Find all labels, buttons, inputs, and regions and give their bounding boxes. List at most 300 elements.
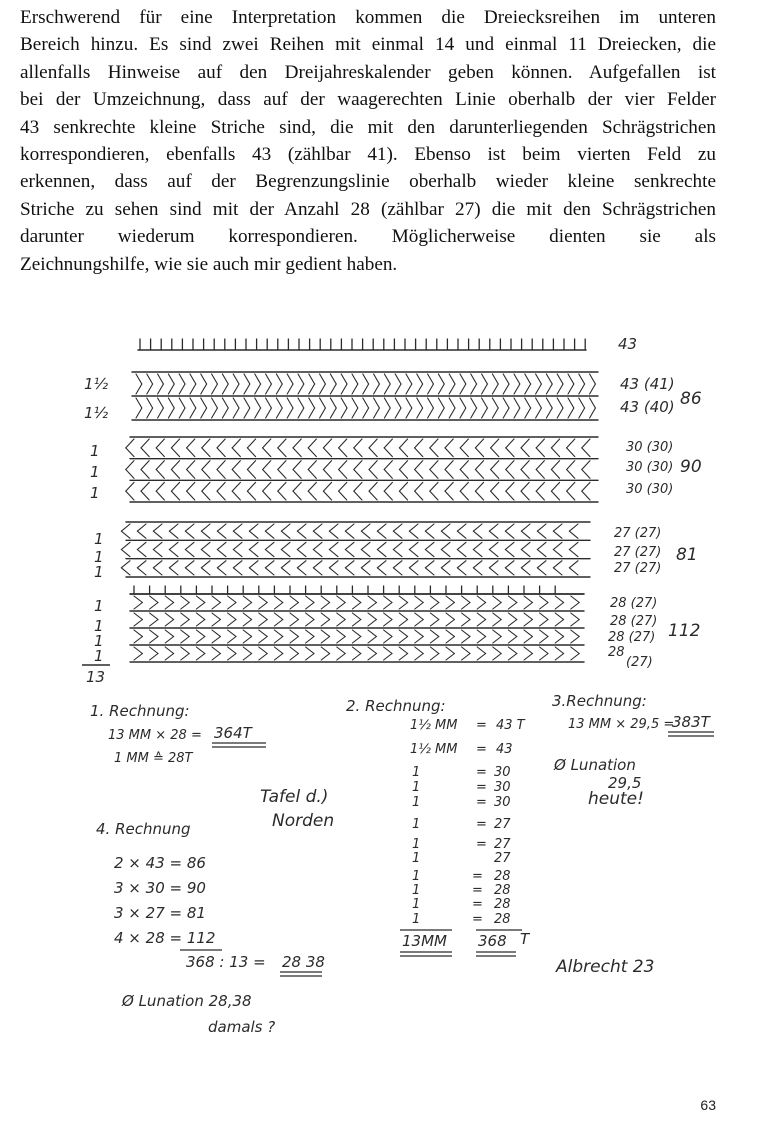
chevron-stroke (491, 439, 499, 448)
chevron-stroke (171, 461, 179, 470)
chevron-stroke (320, 384, 326, 394)
chevron-stroke (141, 491, 149, 500)
paragraph-line: allenfalls Hinweise auf den Dreijahreskalender geben können. Aufgefallen ist (20, 61, 716, 83)
chevron-stroke (582, 470, 590, 479)
chevron-stroke (222, 384, 228, 394)
chevron-stroke (134, 596, 142, 603)
chevron-stroke (579, 384, 585, 394)
chevron-stroke (536, 470, 544, 479)
chevron-stroke (228, 647, 236, 654)
chevron-stroke (187, 491, 195, 500)
chevron-stroke (222, 408, 228, 418)
chevron-stroke (415, 448, 423, 457)
chevron-stroke (489, 531, 498, 538)
chevron-stroke (190, 398, 196, 408)
chevron-stroke (354, 448, 362, 457)
chevron-stroke (482, 408, 488, 418)
chevron-stroke (278, 470, 286, 479)
chevron-stroke (445, 461, 453, 470)
calc2-eq: = (472, 883, 483, 898)
chevron-stroke (505, 524, 514, 531)
chevron-stroke (293, 439, 301, 448)
chevron-stroke (185, 524, 194, 531)
chevron-stroke (352, 596, 360, 603)
chevron-stroke (153, 561, 162, 568)
chevron-stroke (430, 603, 438, 610)
chevron-stroke (293, 491, 301, 500)
chevron-stroke (508, 637, 516, 644)
calc4-lunation: Ø Lunation 28,38 (122, 992, 252, 1010)
chevron-stroke (313, 531, 322, 538)
chevron-stroke (415, 647, 423, 654)
chevron-stroke (202, 461, 210, 470)
chevron-stroke (121, 550, 130, 557)
chevron-stroke (212, 647, 220, 654)
chevron-stroke (537, 531, 546, 538)
chevron-stroke (352, 603, 360, 610)
chevron-stroke (430, 596, 438, 603)
chevron-stroke (449, 398, 455, 408)
chevron-stroke (247, 461, 255, 470)
chevron-stroke (217, 482, 225, 491)
chevron-stroke (339, 448, 347, 457)
chevron-stroke (329, 561, 338, 568)
chevron-stroke (579, 408, 585, 418)
chevron-stroke (473, 561, 482, 568)
chevron-stroke (374, 374, 380, 384)
chevron-stroke (320, 398, 326, 408)
chevron-stroke (290, 620, 298, 627)
chevron-stroke (361, 550, 370, 557)
chevron-stroke (212, 630, 220, 637)
chevron-stroke (169, 561, 178, 568)
chevron-stroke (337, 647, 345, 654)
chevron-stroke (475, 461, 483, 470)
chevron-stroke (430, 491, 438, 500)
chevron-stroke (399, 620, 407, 627)
chevron-stroke (590, 398, 596, 408)
chevron-stroke (354, 470, 362, 479)
chevron-stroke (369, 470, 377, 479)
chevron-stroke (309, 374, 315, 384)
chevron-stroke (555, 630, 563, 637)
chevron-stroke (540, 613, 548, 620)
chevron-stroke (506, 491, 514, 500)
chevron-stroke (243, 620, 251, 627)
chevron-stroke (462, 613, 470, 620)
chevron-stroke (508, 596, 516, 603)
chevron-stroke (141, 439, 149, 448)
right-label: 27 (27) (614, 526, 662, 541)
chevron-stroke (165, 654, 173, 661)
chevron-stroke (409, 568, 418, 575)
chevron-stroke (352, 647, 360, 654)
chevron-stroke (298, 374, 304, 384)
chevron-stroke (341, 408, 347, 418)
chevron-stroke (505, 542, 514, 549)
chevron-stroke (141, 482, 149, 491)
chevron-stroke (121, 568, 130, 575)
chevron-stroke (368, 647, 376, 654)
chevron-stroke (492, 384, 498, 394)
chevron-stroke (521, 524, 530, 531)
chevron-stroke (228, 630, 236, 637)
chevron-stroke (361, 568, 370, 575)
chevron-stroke (493, 596, 501, 603)
chevron-stroke (321, 647, 329, 654)
chevron-stroke (368, 596, 376, 603)
chevron-stroke (557, 398, 563, 408)
chevron-stroke (169, 542, 178, 549)
calc2-right: 27 (494, 817, 511, 832)
chevron-stroke (368, 630, 376, 637)
chevron-stroke (171, 439, 179, 448)
sketch-strokes (121, 339, 598, 662)
chevron-stroke (555, 620, 563, 627)
calc4-division: 368 : 13 = (186, 953, 266, 971)
left-label: 1 (90, 484, 100, 502)
chevron-stroke (259, 613, 267, 620)
chevron-stroke (323, 439, 331, 448)
paragraph-line: darunter wiederum korrespondieren. Möglicherweise dienten sie als (20, 226, 716, 248)
left-label: 1 (94, 530, 104, 548)
chevron-stroke (341, 384, 347, 394)
chevron-stroke (150, 654, 158, 661)
chevron-stroke (168, 374, 174, 384)
chevron-stroke (339, 470, 347, 479)
chevron-stroke (399, 654, 407, 661)
chevron-stroke (290, 603, 298, 610)
chevron-stroke (255, 398, 261, 408)
chevron-stroke (345, 542, 354, 549)
chevron-stroke (471, 374, 477, 384)
chevron-stroke (524, 603, 532, 610)
calc3-line4: heute! (588, 789, 644, 809)
chevron-stroke (147, 374, 153, 384)
chevron-stroke (308, 482, 316, 491)
chevron-stroke (551, 470, 559, 479)
calc2-left: 1½ MM (410, 718, 458, 733)
chevron-stroke (212, 596, 220, 603)
chevron-stroke (217, 568, 226, 575)
chevron-stroke (181, 637, 189, 644)
chevron-stroke (266, 408, 272, 418)
chevron-stroke (582, 482, 590, 491)
chevron-stroke (489, 524, 498, 531)
chevron-stroke (457, 550, 466, 557)
chevron-stroke (438, 384, 444, 394)
chevron-stroke (460, 461, 468, 470)
chevron-stroke (233, 524, 242, 531)
chevron-stroke (571, 596, 579, 603)
chevron-stroke (217, 491, 225, 500)
chevron-stroke (536, 439, 544, 448)
chevron-stroke (399, 613, 407, 620)
chevron-stroke (181, 647, 189, 654)
chevron-stroke (524, 620, 532, 627)
left-label: 1 (94, 597, 104, 615)
chevron-stroke (377, 550, 386, 557)
chevron-stroke (298, 398, 304, 408)
left-label: 1 (90, 463, 100, 481)
chevron-stroke (306, 620, 314, 627)
chevron-stroke (212, 384, 218, 394)
chevron-stroke (506, 461, 514, 470)
chevron-stroke (247, 448, 255, 457)
chevron-stroke (337, 620, 345, 627)
chevron-stroke (521, 550, 530, 557)
chevron-stroke (287, 374, 293, 384)
chevron-stroke (329, 531, 338, 538)
chevron-stroke (320, 374, 326, 384)
chevron-stroke (168, 408, 174, 418)
chevron-stroke (493, 647, 501, 654)
chevron-stroke (505, 531, 514, 538)
chevron-stroke (156, 470, 164, 479)
chevron-stroke (446, 637, 454, 644)
chevron-stroke (582, 491, 590, 500)
chevron-stroke (233, 561, 242, 568)
chevron-stroke (201, 568, 210, 575)
chevron-stroke (475, 439, 483, 448)
chevron-stroke (298, 384, 304, 394)
chevron-stroke (165, 637, 173, 644)
calc2-eq: = (472, 869, 483, 884)
chevron-stroke (508, 654, 516, 661)
chevron-stroke (202, 448, 210, 457)
chevron-stroke (537, 542, 546, 549)
chevron-stroke (384, 620, 392, 627)
chevron-stroke (244, 374, 250, 384)
left-label: 1 (94, 548, 104, 566)
chevron-stroke (430, 439, 438, 448)
chevron-stroke (521, 491, 529, 500)
chevron-stroke (521, 531, 530, 538)
chevron-stroke (278, 461, 286, 470)
chevron-stroke (374, 398, 380, 408)
chevron-stroke (384, 654, 392, 661)
calc2-left: 1 (412, 869, 421, 884)
chevron-stroke (263, 439, 271, 448)
chevron-stroke (243, 647, 251, 654)
right-sum: 90 (680, 457, 702, 477)
chevron-stroke (266, 384, 272, 394)
chevron-stroke (136, 374, 142, 384)
left-label: 1½ (84, 404, 109, 422)
chevron-stroke (249, 561, 258, 568)
chevron-stroke (482, 384, 488, 394)
chevron-stroke (259, 603, 267, 610)
left-label-total: 13 (86, 668, 106, 686)
right-sum: 81 (676, 545, 698, 565)
chevron-stroke (232, 461, 240, 470)
chevron-stroke (190, 384, 196, 394)
chevron-stroke (384, 398, 390, 408)
chevron-stroke (417, 384, 423, 394)
chevron-stroke (281, 542, 290, 549)
chevron-stroke (147, 384, 153, 394)
chevron-stroke (441, 561, 450, 568)
chevron-stroke (265, 561, 274, 568)
chevron-stroke (361, 542, 370, 549)
chevron-stroke (147, 408, 153, 418)
chevron-stroke (482, 374, 488, 384)
chevron-stroke (222, 398, 228, 408)
calc1-title: 1. Rechnung: (90, 702, 190, 720)
chevron-stroke (293, 482, 301, 491)
chevron-stroke (259, 596, 267, 603)
chevron-stroke (265, 550, 274, 557)
calc2-left: 1 (412, 795, 421, 810)
chevron-stroke (274, 630, 282, 637)
chevron-stroke (514, 374, 520, 384)
chevron-stroke (377, 561, 386, 568)
calc2-left: 1 (412, 851, 421, 866)
chevron-stroke (232, 470, 240, 479)
chevron-stroke (475, 448, 483, 457)
chevron-stroke (384, 491, 392, 500)
chevron-stroke (393, 524, 402, 531)
calc4-division-result: 28 38 (282, 953, 325, 971)
chevron-stroke (233, 531, 242, 538)
chevron-stroke (460, 439, 468, 448)
chevron-stroke (196, 630, 204, 637)
calc2-right: 30 (494, 780, 511, 795)
chevron-stroke (393, 542, 402, 549)
chevron-stroke (308, 448, 316, 457)
chevron-stroke (247, 439, 255, 448)
chevron-stroke (156, 448, 164, 457)
chevron-stroke (150, 630, 158, 637)
chevron-stroke (274, 654, 282, 661)
calc2-total-unit: T (520, 930, 530, 948)
paragraph-line: Bereich hinzu. Es sind zwei Reihen mit einmal 14 und einmal 11 Dreiecken, die (20, 34, 716, 56)
chevron-stroke (415, 603, 423, 610)
chevron-stroke (449, 374, 455, 384)
chevron-stroke (136, 384, 142, 394)
left-label: 1½ (84, 375, 109, 393)
left-label: 1 (90, 442, 100, 460)
chevron-stroke (473, 568, 482, 575)
chevron-stroke (555, 647, 563, 654)
chevron-stroke (244, 408, 250, 418)
chevron-stroke (306, 596, 314, 603)
chevron-stroke (201, 550, 210, 557)
chevron-stroke (255, 408, 261, 418)
chevron-stroke (126, 470, 134, 479)
chevron-stroke (274, 637, 282, 644)
right-label: 43 (41) (620, 375, 675, 393)
chevron-stroke (212, 603, 220, 610)
chevron-stroke (553, 561, 562, 568)
chevron-stroke (153, 531, 162, 538)
chevron-stroke (259, 654, 267, 661)
chevron-stroke (430, 637, 438, 644)
chevron-stroke (126, 491, 134, 500)
chevron-stroke (540, 630, 548, 637)
chevron-stroke (233, 408, 239, 418)
chevron-stroke (329, 524, 338, 531)
chevron-stroke (369, 448, 377, 457)
calc2-right: 30 (494, 795, 511, 810)
chevron-stroke (165, 596, 173, 603)
chevron-stroke (579, 398, 585, 408)
calc1-line1: 13 MM × 28 = (108, 728, 202, 743)
chevron-stroke (569, 550, 578, 557)
chevron-stroke (377, 568, 386, 575)
chevron-stroke (493, 613, 501, 620)
chevron-stroke (555, 637, 563, 644)
chevron-stroke (276, 384, 282, 394)
chevron-stroke (217, 550, 226, 557)
chevron-stroke (536, 448, 544, 457)
chevron-stroke (168, 398, 174, 408)
chevron-stroke (395, 374, 401, 384)
chevron-stroke (153, 542, 162, 549)
chevron-stroke (339, 461, 347, 470)
chevron-stroke (265, 568, 274, 575)
chevron-stroke (363, 398, 369, 408)
chevron-stroke (540, 620, 548, 627)
chevron-stroke (352, 620, 360, 627)
chevron-stroke (508, 630, 516, 637)
chevron-stroke (150, 596, 158, 603)
chevron-stroke (399, 637, 407, 644)
chevron-stroke (309, 398, 315, 408)
chevron-stroke (555, 613, 563, 620)
chevron-stroke (399, 647, 407, 654)
chevron-stroke (417, 374, 423, 384)
chevron-stroke (249, 524, 258, 531)
chevron-stroke (179, 384, 185, 394)
chevron-stroke (337, 637, 345, 644)
chevron-stroke (489, 550, 498, 557)
chevron-stroke (323, 491, 331, 500)
chevron-stroke (323, 482, 331, 491)
chevron-stroke (462, 620, 470, 627)
chevron-stroke (290, 654, 298, 661)
chevron-stroke (492, 408, 498, 418)
chevron-stroke (185, 561, 194, 568)
chevron-stroke (417, 408, 423, 418)
calc3-line3: 29,5 (608, 774, 642, 792)
chevron-stroke (460, 398, 466, 408)
right-sum: 112 (668, 621, 701, 641)
calc1-result: 364T (214, 724, 252, 742)
chevron-stroke (158, 408, 164, 418)
chevron-stroke (384, 384, 390, 394)
chevron-stroke (551, 448, 559, 457)
calc2-left: 1 (412, 817, 421, 832)
chevron-stroke (313, 542, 322, 549)
chevron-stroke (290, 630, 298, 637)
chevron-stroke (308, 470, 316, 479)
chevron-stroke (217, 448, 225, 457)
right-label: 43 (40) (620, 398, 675, 416)
chevron-stroke (179, 398, 185, 408)
chevron-stroke (187, 482, 195, 491)
chevron-stroke (395, 408, 401, 418)
chevron-stroke (281, 531, 290, 538)
chevron-stroke (244, 384, 250, 394)
chevron-stroke (477, 620, 485, 627)
calc3-result: 383T (672, 713, 710, 731)
chevron-stroke (217, 524, 226, 531)
calc2-eq: = (476, 817, 487, 832)
chevron-stroke (212, 637, 220, 644)
calc4-row: 2 × 43 = 86 (114, 854, 206, 872)
chevron-stroke (582, 461, 590, 470)
